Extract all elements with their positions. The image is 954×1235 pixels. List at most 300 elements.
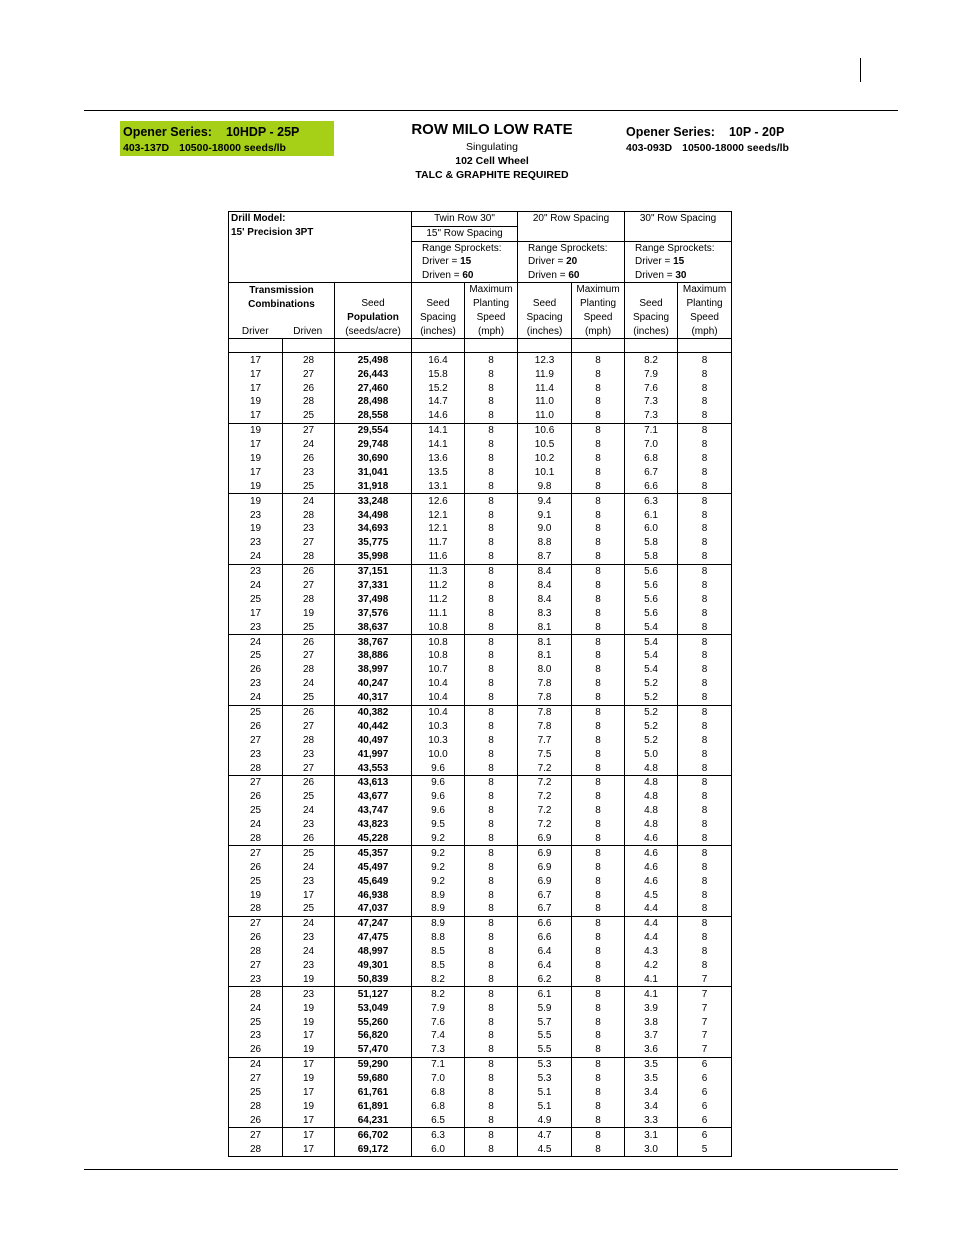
table-row: [229, 902, 732, 916]
seed-population-cell: 38,886: [335, 649, 412, 663]
speed-twin-cell: 8: [465, 494, 518, 508]
table-row: [229, 409, 732, 423]
speed-30-cell: 7: [678, 972, 732, 986]
spacing-30-cell: 7.3: [625, 409, 678, 423]
speed-30-cell: 5: [678, 1142, 732, 1156]
spacing-20-cell: 4.9: [518, 1113, 572, 1127]
spacing-30-cell: 5.2: [625, 677, 678, 691]
speed-30-cell: 7: [678, 1001, 732, 1015]
spacing-header-30: Seed Spacing (inches): [625, 283, 678, 339]
seed-population-cell: 53,049: [335, 1001, 412, 1015]
driver-cell: 25: [229, 804, 283, 818]
table-row: [229, 606, 732, 620]
spacing-20-cell: 4.7: [518, 1128, 572, 1142]
driver-cell: 19: [229, 423, 283, 437]
driver-cell: 26: [229, 663, 283, 677]
driver-cell: 28: [229, 902, 283, 916]
speed-30-cell: 8: [678, 564, 732, 578]
spacing-30-cell: 5.6: [625, 606, 678, 620]
seed-population-cell: 34,498: [335, 508, 412, 522]
spacing-20-cell: 8.1: [518, 620, 572, 634]
seed-population-cell: 40,247: [335, 677, 412, 691]
speed-30-cell: 6: [678, 1072, 732, 1086]
driven-cell: 25: [283, 409, 335, 423]
seed-population-cell: 35,775: [335, 536, 412, 550]
spacing-20-cell: 11.9: [518, 367, 572, 381]
speed-twin-cell: 8: [465, 438, 518, 452]
driven-cell: 19: [283, 1043, 335, 1057]
table-row: [229, 1128, 732, 1142]
speed-twin-cell: 8: [465, 972, 518, 986]
driver-cell: 17: [229, 381, 283, 395]
driver-cell: 24: [229, 635, 283, 649]
speed-20-cell: 8: [572, 649, 625, 663]
table-row: [229, 494, 732, 508]
spacing-20-cell: 11.0: [518, 395, 572, 409]
speed-twin-cell: 8: [465, 776, 518, 790]
speed-20-cell: 8: [572, 1072, 625, 1086]
driven-cell: 24: [283, 494, 335, 508]
driven-cell: 17: [283, 1086, 335, 1100]
spacing-20-cell: 5.3: [518, 1072, 572, 1086]
spacing-30-cell: 4.4: [625, 916, 678, 930]
seed-rate-table: [228, 211, 732, 1157]
spacing-20-cell: 7.8: [518, 691, 572, 705]
seed-population-cell: 41,997: [335, 747, 412, 761]
driver-cell: 24: [229, 550, 283, 564]
spacing-twin-cell: 8.2: [412, 972, 465, 986]
speed-30-cell: 7: [678, 1015, 732, 1029]
driver-cell: 27: [229, 959, 283, 973]
table-row: [229, 381, 732, 395]
seed-population-cell: 46,938: [335, 888, 412, 902]
seed-population-cell: 37,151: [335, 564, 412, 578]
speed-20-cell: 8: [572, 1029, 625, 1043]
spacing-20-cell: 5.1: [518, 1086, 572, 1100]
table-row: [229, 1086, 732, 1100]
table-row: [229, 931, 732, 945]
speed-twin-cell: 8: [465, 1057, 518, 1071]
spacing-twin-cell: 8.8: [412, 931, 465, 945]
speed-20-cell: 8: [572, 776, 625, 790]
speed-30-cell: 8: [678, 790, 732, 804]
driven-cell: 24: [283, 677, 335, 691]
driver-col-header: Driver: [241, 325, 269, 337]
spacing-30-cell: 3.4: [625, 1099, 678, 1113]
speed-30-cell: 8: [678, 719, 732, 733]
speed-twin-cell: 8: [465, 1029, 518, 1043]
speed-header-30: Maximum Planting Speed (mph): [678, 283, 732, 339]
spacing-20-cell: 6.9: [518, 874, 572, 888]
spacing-20-cell: 6.4: [518, 945, 572, 959]
speed-20-cell: 8: [572, 959, 625, 973]
wheel-type: 102 Cell Wheel: [455, 155, 529, 167]
spacing-20-cell: 7.2: [518, 804, 572, 818]
table-row: [229, 677, 732, 691]
driven-cell: 19: [283, 1099, 335, 1113]
driven-cell: 17: [283, 1142, 335, 1156]
chart-title-block: [392, 120, 592, 182]
speed-20-cell: 8: [572, 691, 625, 705]
driver-cell: 23: [229, 564, 283, 578]
speed-20-cell: 8: [572, 663, 625, 677]
spacing-twin-cell: 7.3: [412, 1043, 465, 1057]
seed-population-cell: 45,357: [335, 846, 412, 860]
spacing-30-cell: 6.7: [625, 465, 678, 479]
spacing-20-cell: 9.8: [518, 479, 572, 493]
driven-cell: 25: [283, 691, 335, 705]
speed-20-cell: 8: [572, 832, 625, 846]
speed-twin-cell: 8: [465, 479, 518, 493]
table-row: [229, 1029, 732, 1043]
seed-population-cell: 50,839: [335, 972, 412, 986]
speed-twin-cell: 8: [465, 1142, 518, 1156]
speed-30-cell: 8: [678, 409, 732, 423]
speed-twin-cell: 8: [465, 522, 518, 536]
speed-20-cell: 8: [572, 465, 625, 479]
group-subheader-twin-row: 15" Row Spacing: [412, 226, 518, 241]
table-row: [229, 452, 732, 466]
spacing-header-20: Seed Spacing (inches): [518, 283, 572, 339]
spacing-twin-cell: 7.1: [412, 1057, 465, 1071]
speed-twin-cell: 8: [465, 1086, 518, 1100]
spacing-20-cell: 7.8: [518, 705, 572, 719]
seed-population-cell: 48,997: [335, 945, 412, 959]
speed-twin-cell: 8: [465, 579, 518, 593]
speed-30-cell: 8: [678, 353, 732, 367]
spacing-30-cell: 5.8: [625, 536, 678, 550]
driven-cell: 24: [283, 438, 335, 452]
page-title: ROW MILO LOW RATE: [411, 121, 573, 138]
driven-cell: 28: [283, 550, 335, 564]
seed-population-cell: 28,558: [335, 409, 412, 423]
table-row: [229, 479, 732, 493]
seed-population-cell: 38,997: [335, 663, 412, 677]
driven-cell: 27: [283, 579, 335, 593]
driver-cell: 19: [229, 522, 283, 536]
speed-20-cell: 8: [572, 1043, 625, 1057]
spacing-twin-cell: 14.1: [412, 438, 465, 452]
spacing-30-cell: 7.0: [625, 438, 678, 452]
speed-30-cell: 6: [678, 1113, 732, 1127]
speed-twin-cell: 8: [465, 691, 518, 705]
spacing-30-cell: 5.6: [625, 579, 678, 593]
spacing-30-cell: 6.0: [625, 522, 678, 536]
speed-twin-cell: 8: [465, 635, 518, 649]
group-header-twin-row: Twin Row 30": [412, 212, 518, 227]
spacing-twin-cell: 16.4: [412, 353, 465, 367]
speed-20-cell: 8: [572, 931, 625, 945]
speed-header-twin: Maximum Planting Speed (mph): [465, 283, 518, 339]
table-row: [229, 1043, 732, 1057]
spacing-30-cell: 5.2: [625, 705, 678, 719]
spacing-30-cell: 8.2: [625, 353, 678, 367]
spacing-20-cell: 6.4: [518, 959, 572, 973]
spacing-20-cell: 10.1: [518, 465, 572, 479]
speed-30-cell: 8: [678, 888, 732, 902]
speed-30-cell: 8: [678, 902, 732, 916]
spacing-twin-cell: 10.4: [412, 691, 465, 705]
spacing-20-cell: 7.7: [518, 733, 572, 747]
driver-cell: 25: [229, 649, 283, 663]
driven-cell: 19: [283, 1072, 335, 1086]
driver-cell: 26: [229, 719, 283, 733]
speed-twin-cell: 8: [465, 1113, 518, 1127]
speed-30-cell: 8: [678, 367, 732, 381]
speed-twin-cell: 8: [465, 550, 518, 564]
table-row: [229, 465, 732, 479]
table-row: [229, 353, 732, 367]
speed-20-cell: 8: [572, 1099, 625, 1113]
speed-20-cell: 8: [572, 452, 625, 466]
speed-30-cell: 8: [678, 579, 732, 593]
opener-part-number: 403-093D: [626, 142, 673, 154]
speed-30-cell: 6: [678, 1099, 732, 1113]
spacing-20-cell: 5.9: [518, 1001, 572, 1015]
spacing-20-cell: 8.8: [518, 536, 572, 550]
spacing-30-cell: 5.4: [625, 649, 678, 663]
drill-model-label: Drill Model:: [231, 213, 286, 224]
driven-cell: 28: [283, 592, 335, 606]
speed-twin-cell: 8: [465, 606, 518, 620]
speed-30-cell: 8: [678, 508, 732, 522]
speed-20-cell: 8: [572, 705, 625, 719]
driven-cell: 17: [283, 1029, 335, 1043]
spacing-twin-cell: 9.2: [412, 874, 465, 888]
speed-twin-cell: 8: [465, 888, 518, 902]
speed-20-cell: 8: [572, 579, 625, 593]
spacing-20-cell: 6.6: [518, 916, 572, 930]
opener-series-value: 10P - 20P: [728, 125, 785, 139]
speed-20-cell: 8: [572, 818, 625, 832]
seed-population-cell: 28,498: [335, 395, 412, 409]
speed-30-cell: 8: [678, 381, 732, 395]
speed-30-cell: 8: [678, 832, 732, 846]
driver-cell: 24: [229, 691, 283, 705]
driven-cell: 19: [283, 1001, 335, 1015]
spacing-20-cell: 6.7: [518, 902, 572, 916]
page-edge-marker: [860, 58, 861, 82]
seed-population-cell: 37,331: [335, 579, 412, 593]
table-row: [229, 761, 732, 775]
spacing-30-cell: 4.8: [625, 790, 678, 804]
spacing-30-cell: 7.3: [625, 395, 678, 409]
speed-twin-cell: 8: [465, 1015, 518, 1029]
speed-twin-cell: 8: [465, 987, 518, 1001]
seed-population-cell: 40,442: [335, 719, 412, 733]
spacing-30-cell: 5.6: [625, 592, 678, 606]
driver-cell: 27: [229, 1072, 283, 1086]
spacing-30-cell: 4.1: [625, 987, 678, 1001]
spacing-twin-cell: 11.2: [412, 592, 465, 606]
speed-twin-cell: 8: [465, 395, 518, 409]
driver-cell: 25: [229, 592, 283, 606]
driven-cell: 19: [283, 606, 335, 620]
table-row: [229, 790, 732, 804]
spacing-30-cell: 3.8: [625, 1015, 678, 1029]
table-row: [229, 635, 732, 649]
speed-20-cell: 8: [572, 508, 625, 522]
speed-30-cell: 8: [678, 705, 732, 719]
driven-cell: 23: [283, 522, 335, 536]
spacing-30-cell: 3.3: [625, 1113, 678, 1127]
spacing-30-cell: 3.1: [625, 1128, 678, 1142]
speed-30-cell: 8: [678, 395, 732, 409]
spacing-20-cell: 7.5: [518, 747, 572, 761]
spacing-20-cell: 8.3: [518, 606, 572, 620]
spacing-20-cell: 4.5: [518, 1142, 572, 1156]
driver-cell: 17: [229, 438, 283, 452]
spacing-twin-cell: 11.1: [412, 606, 465, 620]
spacing-twin-cell: 6.8: [412, 1086, 465, 1100]
spacing-30-cell: 5.8: [625, 550, 678, 564]
speed-twin-cell: 8: [465, 353, 518, 367]
spacing-20-cell: 11.0: [518, 409, 572, 423]
speed-30-cell: 8: [678, 522, 732, 536]
speed-20-cell: 8: [572, 564, 625, 578]
driven-cell: 27: [283, 761, 335, 775]
spacing-twin-cell: 14.7: [412, 395, 465, 409]
spacing-twin-cell: 7.4: [412, 1029, 465, 1043]
opener-part-number: 403-137D: [123, 142, 170, 154]
speed-20-cell: 8: [572, 846, 625, 860]
speed-30-cell: 7: [678, 1029, 732, 1043]
spacing-20-cell: 6.9: [518, 846, 572, 860]
seed-population-cell: 61,891: [335, 1099, 412, 1113]
spacing-30-cell: 7.6: [625, 381, 678, 395]
transmission-header: Transmission Combinations Driver Driven: [229, 283, 335, 339]
speed-twin-cell: 8: [465, 592, 518, 606]
driver-cell: 27: [229, 916, 283, 930]
seed-population-cell: 43,553: [335, 761, 412, 775]
driver-cell: 23: [229, 972, 283, 986]
spacing-30-cell: 5.2: [625, 691, 678, 705]
table-row: [229, 959, 732, 973]
driver-cell: 23: [229, 677, 283, 691]
seed-population-cell: 56,820: [335, 1029, 412, 1043]
driver-cell: 26: [229, 790, 283, 804]
opener-seed-rate: 10500-18000 seeds/lb: [179, 142, 286, 154]
spacing-20-cell: 8.4: [518, 579, 572, 593]
seed-population-cell: 59,680: [335, 1072, 412, 1086]
driven-cell: 24: [283, 945, 335, 959]
spacing-20-cell: 5.1: [518, 1099, 572, 1113]
spacing-twin-cell: 9.6: [412, 804, 465, 818]
spacing-twin-cell: 12.1: [412, 508, 465, 522]
speed-20-cell: 8: [572, 494, 625, 508]
range-sprockets-twin: Range Sprockets: Driver = 15 Driven = 60: [412, 241, 518, 283]
table-row: [229, 620, 732, 634]
table-row: [229, 663, 732, 677]
seed-population-cell: 43,823: [335, 818, 412, 832]
speed-20-cell: 8: [572, 1057, 625, 1071]
driver-cell: 25: [229, 1086, 283, 1100]
speed-twin-cell: 8: [465, 733, 518, 747]
driven-cell: 24: [283, 916, 335, 930]
spacing-20-cell: 5.5: [518, 1029, 572, 1043]
speed-twin-cell: 8: [465, 564, 518, 578]
speed-twin-cell: 8: [465, 804, 518, 818]
spacing-twin-cell: 10.3: [412, 733, 465, 747]
driver-cell: 25: [229, 705, 283, 719]
spacing-30-cell: 5.6: [625, 564, 678, 578]
spacing-30-cell: 3.0: [625, 1142, 678, 1156]
table-row: [229, 719, 732, 733]
spacing-30-cell: 4.2: [625, 959, 678, 973]
speed-20-cell: 8: [572, 367, 625, 381]
table-row: [229, 818, 732, 832]
table-row: [229, 733, 732, 747]
table-row: [229, 972, 732, 986]
driven-cell: 28: [283, 733, 335, 747]
spacing-30-cell: 6.8: [625, 452, 678, 466]
speed-30-cell: 8: [678, 916, 732, 930]
driver-cell: 19: [229, 479, 283, 493]
driven-cell: 26: [283, 564, 335, 578]
metering-type: Singulating: [466, 141, 518, 153]
driver-cell: 26: [229, 1043, 283, 1057]
speed-20-cell: 8: [572, 804, 625, 818]
speed-20-cell: 8: [572, 606, 625, 620]
speed-30-cell: 8: [678, 959, 732, 973]
spacing-twin-cell: 8.2: [412, 987, 465, 1001]
spacing-twin-cell: 10.8: [412, 635, 465, 649]
spacing-20-cell: 6.9: [518, 832, 572, 846]
spacing-20-cell: 8.4: [518, 592, 572, 606]
spacing-30-cell: 5.2: [625, 719, 678, 733]
spacing-twin-cell: 10.8: [412, 620, 465, 634]
speed-20-cell: 8: [572, 987, 625, 1001]
driven-cell: 25: [283, 790, 335, 804]
speed-30-cell: 8: [678, 874, 732, 888]
driven-cell: 25: [283, 846, 335, 860]
speed-twin-cell: 8: [465, 1128, 518, 1142]
spacing-30-cell: 7.1: [625, 423, 678, 437]
driver-cell: 19: [229, 888, 283, 902]
speed-30-cell: 8: [678, 747, 732, 761]
driven-cell: 23: [283, 987, 335, 1001]
header-spacer-row: [229, 339, 732, 353]
speed-twin-cell: 8: [465, 409, 518, 423]
driver-cell: 24: [229, 1057, 283, 1071]
speed-20-cell: 8: [572, 972, 625, 986]
driven-cell: 26: [283, 635, 335, 649]
seed-population-cell: 59,290: [335, 1057, 412, 1071]
spacing-30-cell: 4.6: [625, 860, 678, 874]
speed-30-cell: 8: [678, 945, 732, 959]
speed-20-cell: 8: [572, 423, 625, 437]
speed-20-cell: 8: [572, 635, 625, 649]
speed-twin-cell: 8: [465, 761, 518, 775]
driven-cell: 23: [283, 874, 335, 888]
speed-twin-cell: 8: [465, 677, 518, 691]
table-row: [229, 945, 732, 959]
speed-20-cell: 8: [572, 902, 625, 916]
spacing-twin-cell: 6.5: [412, 1113, 465, 1127]
driver-cell: 27: [229, 776, 283, 790]
spacing-twin-cell: 12.1: [412, 522, 465, 536]
table-row: [229, 705, 732, 719]
table-row: [229, 1113, 732, 1127]
driver-cell: 28: [229, 1142, 283, 1156]
driven-cell: 26: [283, 381, 335, 395]
speed-twin-cell: 8: [465, 945, 518, 959]
spacing-20-cell: 10.5: [518, 438, 572, 452]
spacing-20-cell: 10.2: [518, 452, 572, 466]
speed-twin-cell: 8: [465, 536, 518, 550]
table-row: [229, 536, 732, 550]
table-row: [229, 1001, 732, 1015]
